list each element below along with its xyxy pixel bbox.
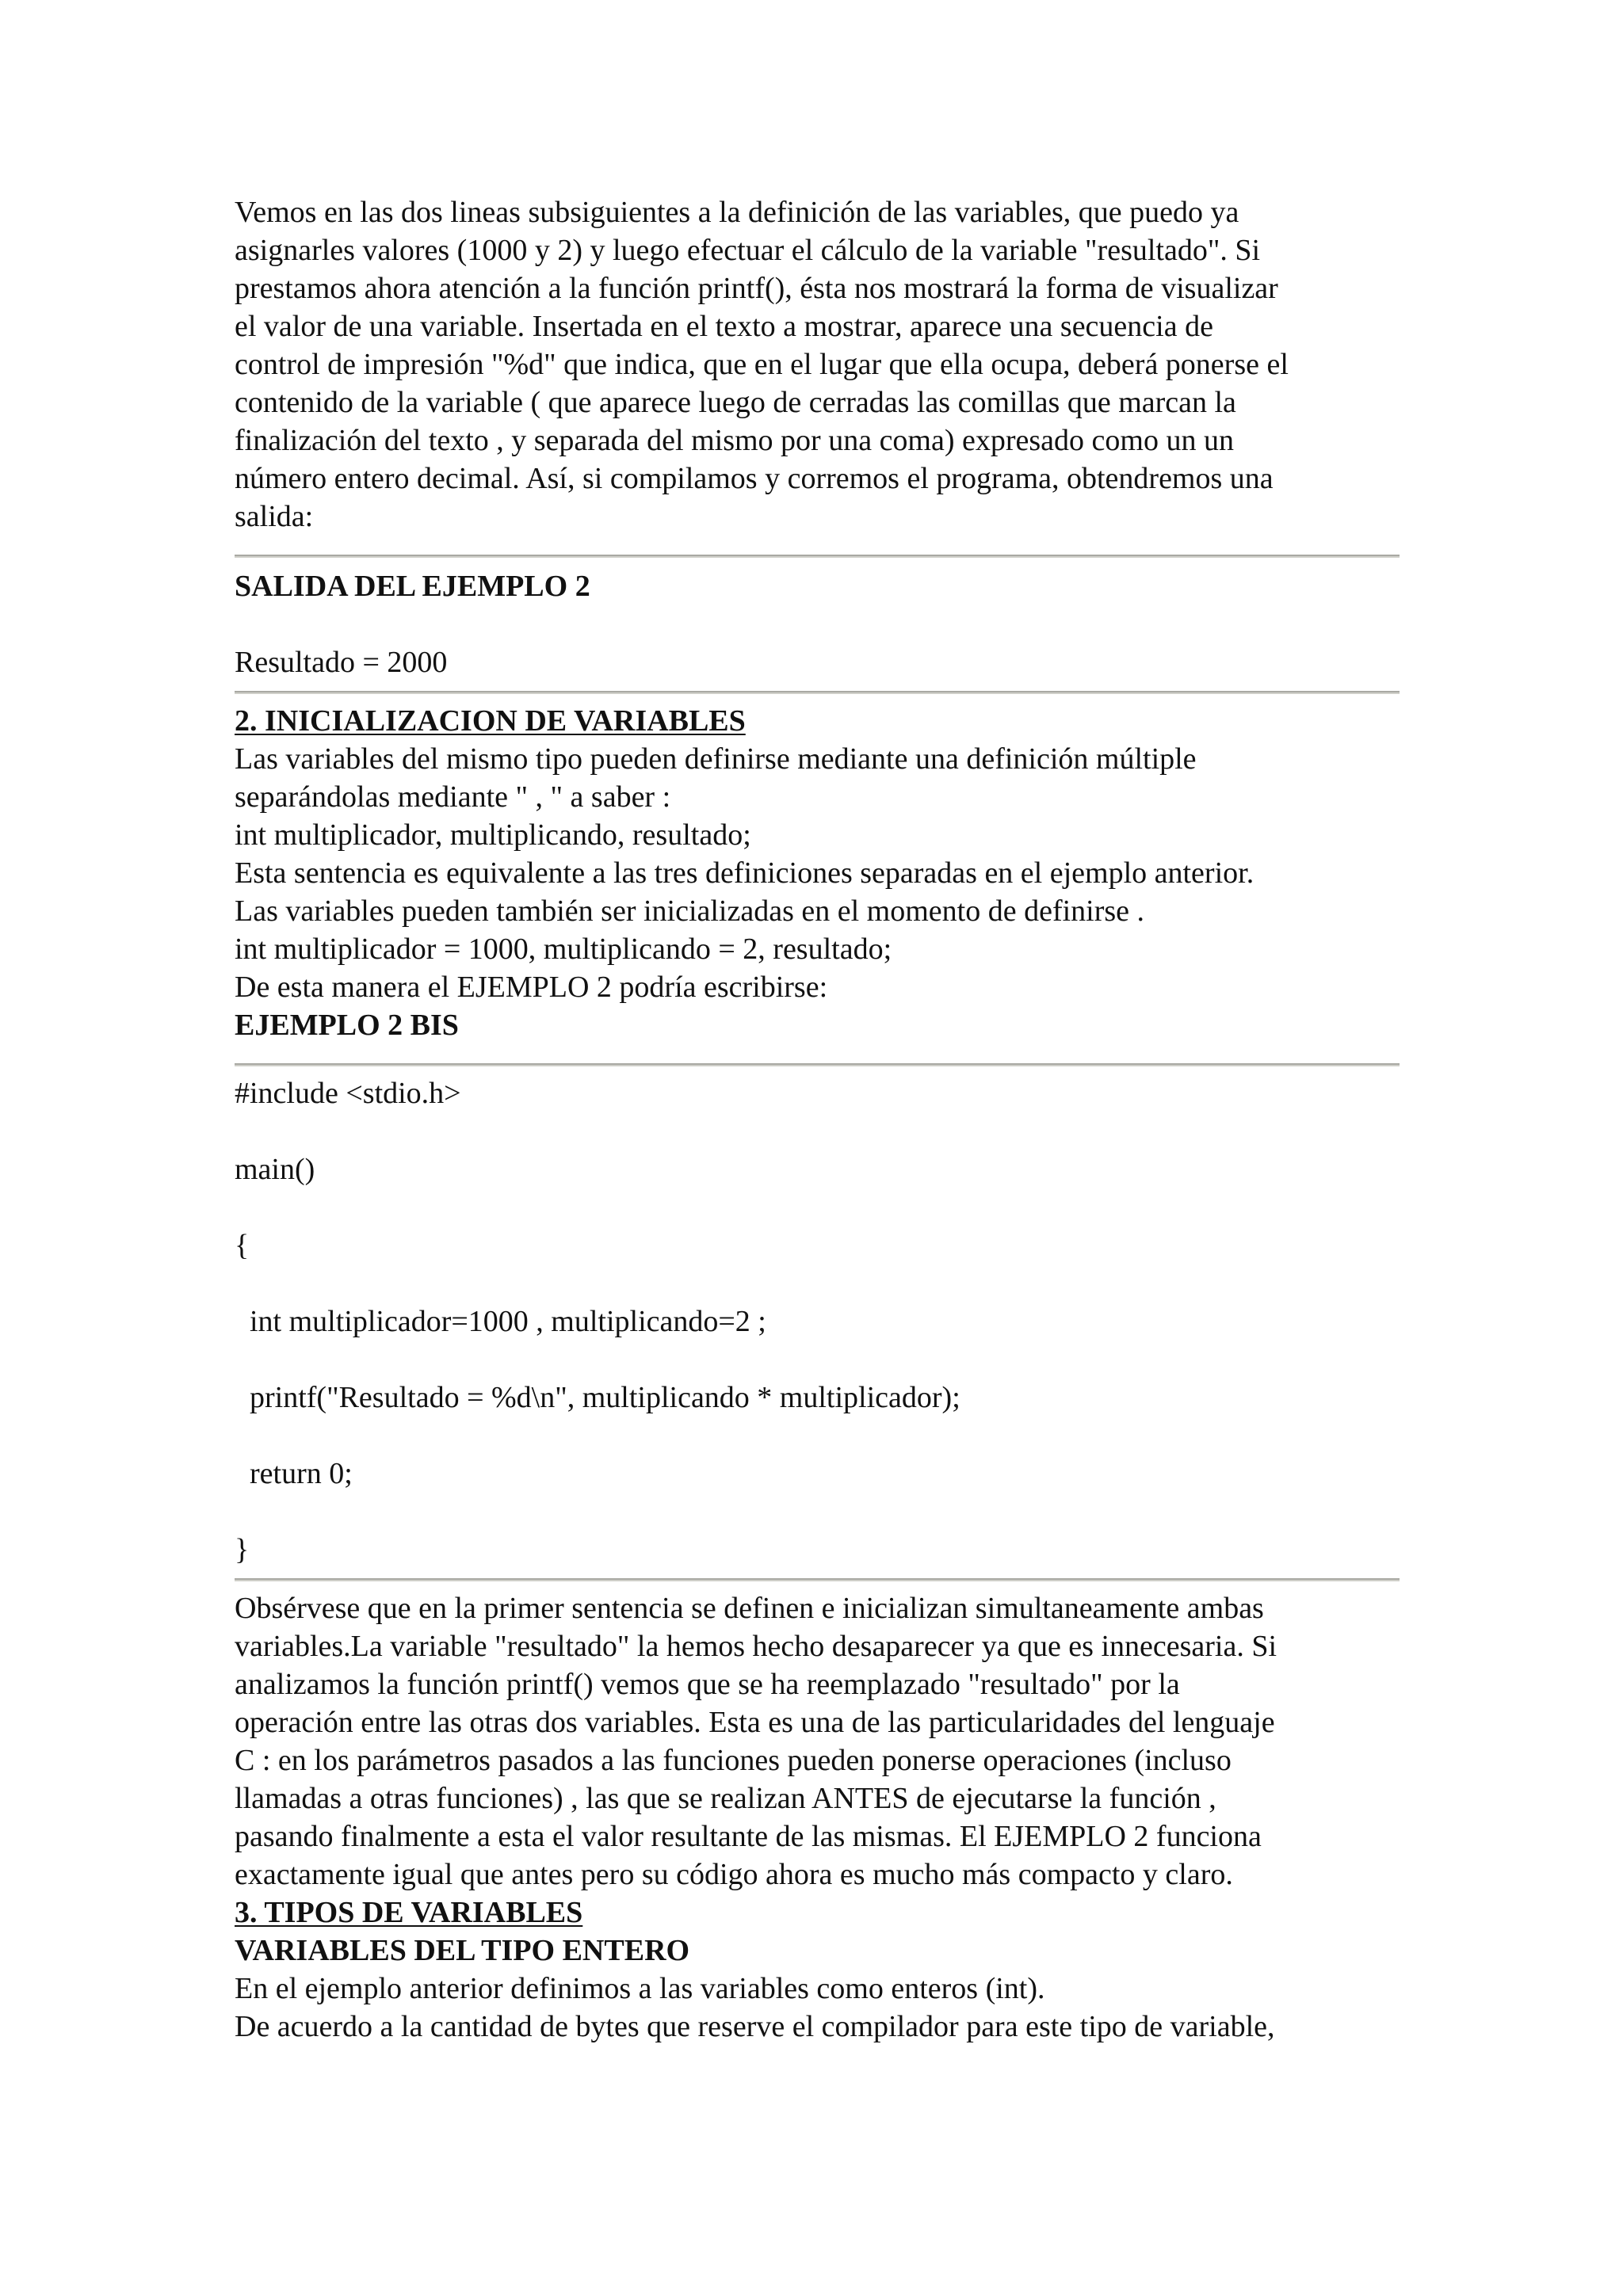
- code-block: [235, 1074, 1400, 1569]
- text-line: separándolas mediante " , " a saber :: [235, 780, 671, 814]
- text-line: prestamos ahora atención a la función printf(), ésta nos mostrará la forma de visualizar: [235, 272, 1278, 305]
- horizontal-rule: [235, 555, 1400, 558]
- text-line: llamadas a otras funciones) , las que se realizan ANTES de ejecutarse la función ,: [235, 1782, 1216, 1815]
- intro-paragraph: [235, 193, 1400, 536]
- code-line: }: [235, 1533, 250, 1566]
- text-line: operación entre las otras dos variables. Esta es una de las particularidades del lenguaje: [235, 1706, 1275, 1739]
- document-page: [235, 193, 1400, 2046]
- text-line: control de impresión "%d" que indica, que en el lugar que ella ocupa, deberá ponerse el: [235, 348, 1289, 381]
- text-line: número entero decimal. Así, si compilamos y corremos el programa, obtendremos una: [235, 462, 1274, 495]
- text-line: Las variables del mismo tipo pueden definirse mediante una definición múltiple: [235, 742, 1197, 776]
- text-line: C : en los parámetros pasados a las funciones pueden ponerse operaciones (incluso: [235, 1744, 1232, 1777]
- text-line: finalización del texto , y separada del mismo por una coma) expresado como un un: [235, 424, 1234, 457]
- section3-paragraph: [235, 1970, 1400, 2046]
- text-line: Las variables pueden también ser inicializadas en el momento de definirse .: [235, 894, 1145, 928]
- text-line: int multiplicador = 1000, multiplicando = 2, resultado;: [235, 933, 892, 966]
- text-line: Obsérvese que en la primer sentencia se definen e inicializan simultaneamente ambas: [235, 1592, 1264, 1625]
- horizontal-rule: [235, 1578, 1400, 1581]
- text-line: Esta sentencia es equivalente a las tres definiciones separadas en el ejemplo anterior.: [235, 856, 1254, 890]
- example-title: EJEMPLO 2 BIS: [235, 1009, 459, 1042]
- horizontal-rule: [235, 1063, 1400, 1066]
- code-line: printf("Resultado = %d\n", multiplicando * multiplicador);: [235, 1381, 960, 1414]
- text-line: pasando finalmente a esta el valor resultante de las mismas. El EJEMPLO 2 funciona: [235, 1820, 1262, 1853]
- text-line: De esta manera el EJEMPLO 2 podría escribirse:: [235, 971, 828, 1004]
- text-line: analizamos la función printf() vemos que se ha reemplazado "resultado" por la: [235, 1668, 1180, 1701]
- section-heading-2-text: 2. INICIALIZACION DE VARIABLES: [235, 704, 746, 738]
- section-heading-2: [235, 702, 1400, 740]
- text-line: salida:: [235, 500, 314, 533]
- text-line: exactamente igual que antes pero su código ahora es mucho más compacto y claro.: [235, 1858, 1233, 1891]
- code-line: return 0;: [235, 1457, 353, 1490]
- text-line: De acuerdo a la cantidad de bytes que reserve el compilador para este tipo de variable,: [235, 2010, 1275, 2043]
- text-line: asignarles valores (1000 y 2) y luego efectuar el cálculo de la variable "resultado". Si: [235, 234, 1261, 267]
- text-line: En el ejemplo anterior definimos a las variables como enteros (int).: [235, 1972, 1045, 2005]
- text-line: int multiplicador, multiplicando, resultado;: [235, 818, 751, 852]
- output-example-title: SALIDA DEL EJEMPLO 2: [235, 570, 590, 603]
- observation-paragraph: [235, 1589, 1400, 1894]
- code-line: main(): [235, 1153, 315, 1186]
- horizontal-rule: [235, 691, 1400, 694]
- section-heading-3: [235, 1894, 1400, 1932]
- section-heading-3-text: 3. TIPOS DE VARIABLES: [235, 1896, 583, 1929]
- output-example-result: Resultado = 2000: [235, 646, 448, 679]
- section-subheading: VARIABLES DEL TIPO ENTERO: [235, 1934, 690, 1967]
- text-line: el valor de una variable. Insertada en el texto a mostrar, aparece una secuencia de: [235, 310, 1213, 343]
- text-line: variables.La variable "resultado" la hemos hecho desaparecer ya que es innecesaria. Si: [235, 1630, 1277, 1663]
- code-line: int multiplicador=1000 , multiplicando=2 ;: [235, 1305, 766, 1338]
- text-line: contenido de la variable ( que aparece luego de cerradas las comillas que marcan la: [235, 386, 1236, 419]
- section2-paragraph: [235, 740, 1400, 1006]
- code-line: {: [235, 1229, 250, 1262]
- code-line: #include <stdio.h>: [235, 1077, 461, 1110]
- text-line: Vemos en las dos lineas subsiguientes a la definición de las variables, que puedo ya: [235, 196, 1239, 229]
